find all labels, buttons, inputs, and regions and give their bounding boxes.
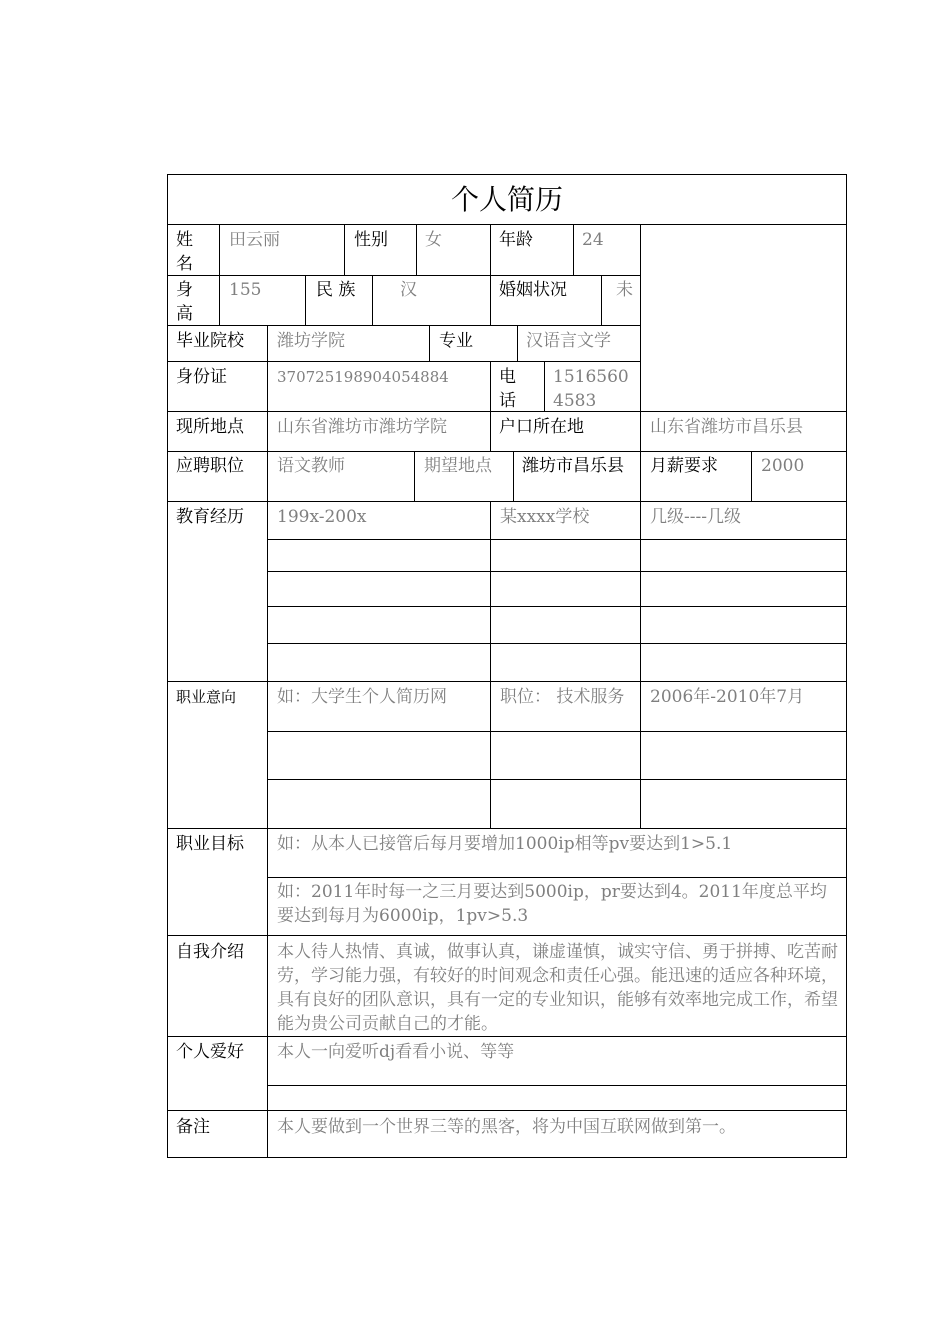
career-goal-line2: 如：2011年时每一之三月要达到5000ip，pr要达到4。2011年度总平均要达到每月为6000ip，1pv>5.3 xyxy=(277,882,827,926)
education-label: 教育经历 xyxy=(176,507,244,527)
height-value: 155 xyxy=(229,280,262,300)
expect-location-value: 潍坊市昌乐县 xyxy=(522,456,624,476)
education-school: 某xxxx学校 xyxy=(500,507,590,527)
remark-label: 备注 xyxy=(176,1117,210,1137)
height-label: 身高 xyxy=(176,280,193,324)
school-value: 潍坊学院 xyxy=(277,331,345,351)
expect-location-label: 期望地点 xyxy=(424,456,492,476)
career-goal-label: 职业目标 xyxy=(176,834,244,854)
salary-label: 月薪要求 xyxy=(650,456,718,476)
marital-value: 未 xyxy=(616,280,633,300)
id-value: 370725198904054884 xyxy=(277,368,449,386)
page-title: 个人简历 xyxy=(450,183,563,216)
hukou-label: 户口所在地 xyxy=(499,417,584,437)
position-value: 语文教师 xyxy=(277,456,345,476)
hobby-label: 个人爱好 xyxy=(176,1042,244,1062)
address-value: 山东省潍坊市潍坊学院 xyxy=(277,417,447,437)
name-label: 姓名 xyxy=(176,230,193,274)
marital-label: 婚姻状况 xyxy=(499,280,567,300)
career-intent-label: 职业意向 xyxy=(176,688,237,706)
hobby-text: 本人一向爱听dj看看小说、等等 xyxy=(277,1042,515,1062)
self-intro-text: 本人待人热情、真诚，做事认真，谦虚谨慎，诚实守信、勇于拼搏、吃苦耐劳，学习能力强，有较好的时间观念和责任心强。能迅速的适应各种环境，具有良好的团队意识，具有一定的专业知识，能够有效率地完成工作，希望能为贵公司贡献自己的才能。 xyxy=(277,942,838,1034)
age-label: 年龄 xyxy=(499,230,533,250)
address-label: 现所地点 xyxy=(176,417,244,437)
education-grade: 几级----几级 xyxy=(650,507,741,527)
remark-text: 本人要做到一个世界三等的黑客，将为中国互联网做到第一。 xyxy=(277,1117,736,1137)
gender-value: 女 xyxy=(425,230,442,250)
phone-label: 电话 xyxy=(499,367,516,411)
self-intro-label: 自我介绍 xyxy=(176,942,244,962)
hukou-value: 山东省潍坊市昌乐县 xyxy=(650,417,803,437)
phone-value: 15165604583 xyxy=(553,367,629,411)
gender-label: 性别 xyxy=(354,230,388,250)
education-period: 199x-200x xyxy=(277,507,367,527)
salary-value: 2000 xyxy=(761,456,805,476)
ethnic-value: 汉 xyxy=(400,280,417,300)
career-intent-role: 职位： 技术服务 xyxy=(500,687,625,707)
name-value: 田云丽 xyxy=(229,230,280,250)
position-label: 应聘职位 xyxy=(176,456,244,476)
age-value: 24 xyxy=(582,230,604,250)
career-intent-company: 如：大学生个人简历网 xyxy=(277,687,447,707)
career-intent-period: 2006年-2010年7月 xyxy=(650,687,805,707)
major-label: 专业 xyxy=(439,331,473,351)
major-value: 汉语言文学 xyxy=(526,331,611,351)
ethnic-label: 民 族 xyxy=(316,280,356,300)
career-goal-line1: 如：从本人已接管后每月要增加1000ip相等pv要达到1>5.1 xyxy=(277,834,733,854)
school-label: 毕业院校 xyxy=(176,331,244,351)
id-label: 身份证 xyxy=(176,367,227,387)
